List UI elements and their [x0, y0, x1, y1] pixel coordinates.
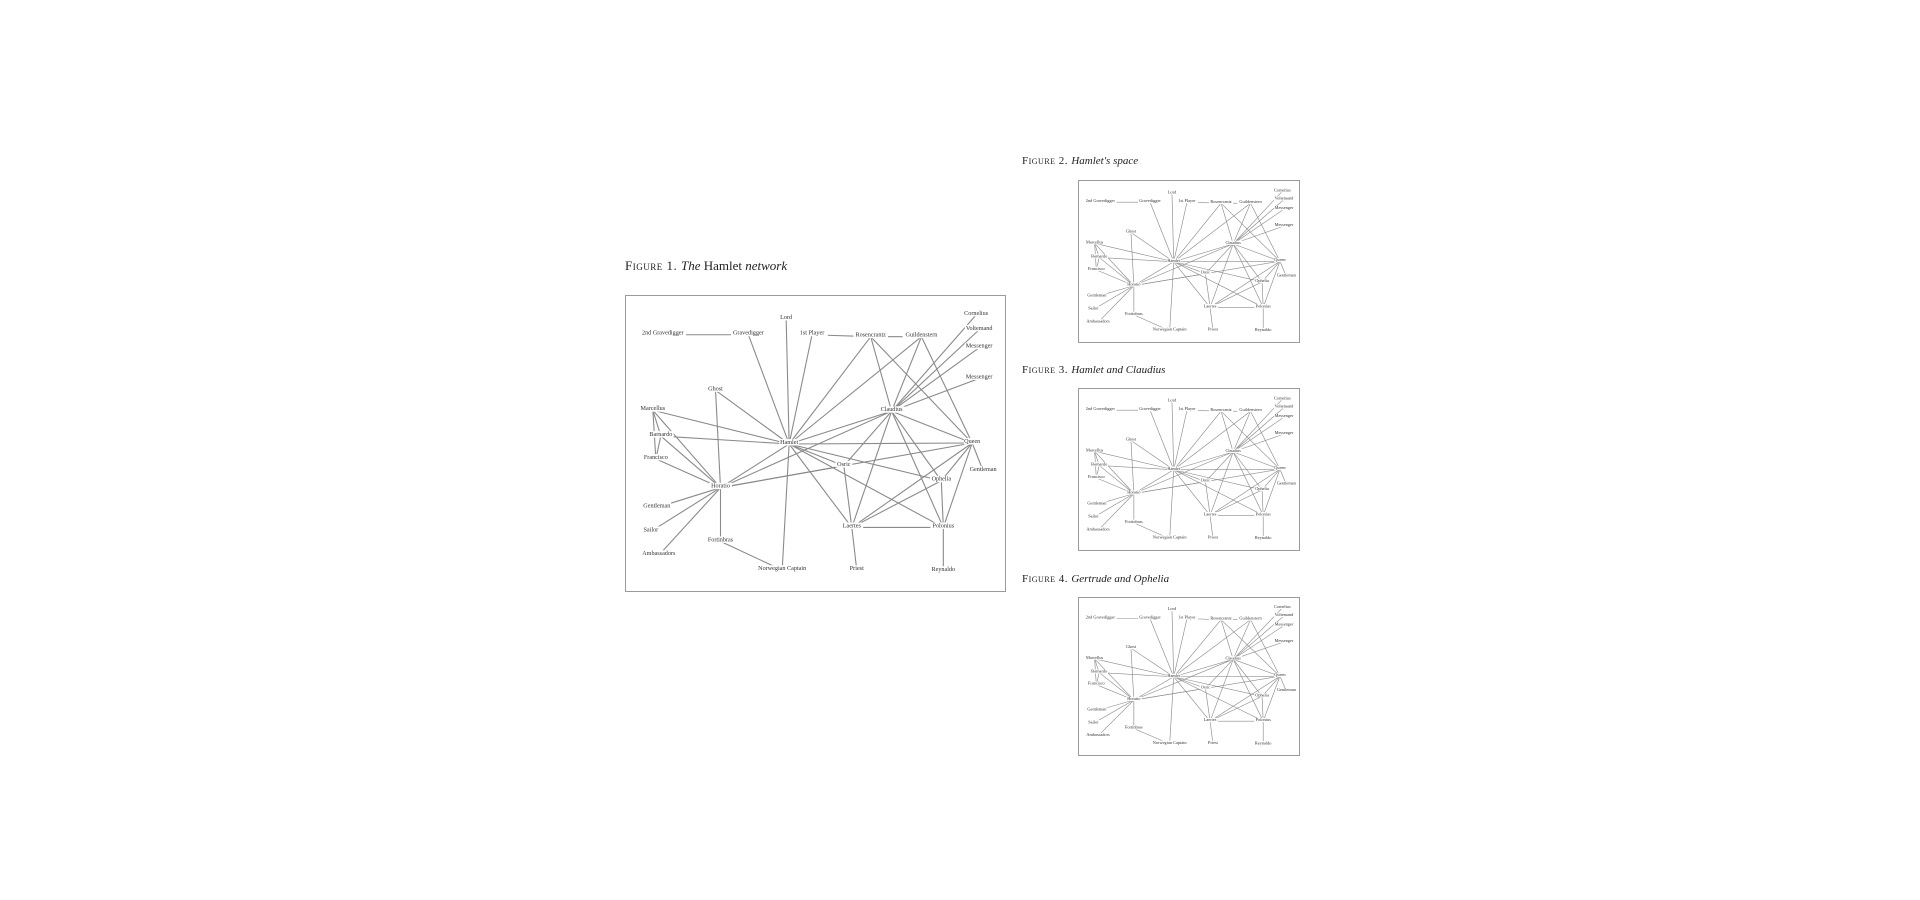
node-voltemand: Voltemand: [1274, 612, 1294, 617]
edge-marcellus-hamlet: [1095, 243, 1174, 261]
node-barnardo: Barnardo: [1091, 668, 1108, 674]
edge-hamlet-norwegian-captain: [1170, 262, 1174, 331]
node-sailor: Sailor: [1088, 719, 1099, 725]
node-guildenstern: Guildenstern: [905, 332, 938, 339]
node-polonius: Polonius: [1255, 303, 1271, 309]
hamlet-network-svg: [626, 296, 1005, 591]
figure-number: Figure 1.: [625, 258, 681, 273]
node-queen: Queen: [1274, 257, 1286, 263]
node-cornelius: Cornelius: [1273, 604, 1291, 609]
node-francisco: Francisco: [643, 454, 668, 461]
figure-number: Figure 4.: [1022, 573, 1072, 585]
hamlet-claudius-svg: [1079, 389, 1299, 550]
node-priest: Priest: [1208, 534, 1218, 540]
node-labels-group: [1084, 395, 1297, 540]
node-fortinbras: Fortinbras: [1124, 311, 1143, 316]
edge-hamlet-claudius: [1174, 452, 1233, 470]
edge-cornelius-claudius: [892, 315, 977, 411]
edge-queen-laertes: [1210, 261, 1280, 307]
node-osric: Osric: [1200, 684, 1211, 690]
edge-marcellus-horatio: [1095, 243, 1134, 285]
node-1st-player: 1st Player: [1178, 198, 1196, 204]
node-ophelia: Ophelia: [1255, 692, 1269, 698]
node-marcellus: Marcellus: [1085, 239, 1104, 245]
figure-title-part: Gertrude and Ophelia: [1071, 573, 1170, 585]
edge-horatio-sailor: [1093, 494, 1133, 518]
node-reynaldo: Reynaldo: [1254, 327, 1272, 333]
edge-osric-horatio: [1134, 688, 1206, 700]
figure-2-caption: [1022, 155, 1138, 167]
edge-guildenstern-queen: [1250, 203, 1279, 261]
node-gentleman2: Gentleman: [1276, 687, 1296, 692]
node-messenger1: Messenger: [1274, 621, 1294, 627]
node-gentleman1: Gentleman: [1087, 500, 1107, 506]
edge-gravedigger-hamlet: [1150, 410, 1174, 470]
node-labels-group: [1084, 604, 1296, 745]
edge-guildenstern-queen: [921, 337, 972, 443]
node-horatio: Horatio: [1127, 696, 1141, 701]
node-messenger1: Messenger: [965, 343, 993, 350]
node-rosencrantz: Rosencrantz: [1210, 407, 1232, 413]
figure-1-caption: [625, 258, 787, 274]
node-messenger2: Messenger: [1274, 638, 1294, 643]
node-lord: Lord: [1167, 397, 1177, 403]
node-lord: Lord: [1167, 189, 1177, 195]
node-horatio: Horatio: [711, 483, 730, 490]
edge-marcellus-horatio: [653, 410, 721, 487]
edge-claudius-horatio: [1134, 452, 1233, 494]
node-ambassadors: Ambassadors: [1086, 526, 1110, 532]
edge-messenger2-claudius: [892, 378, 980, 411]
node-priest: Priest: [1208, 740, 1218, 745]
node-gentleman1: Gentleman: [1087, 292, 1107, 298]
figure-title-part: Hamlet and Claudius: [1071, 364, 1166, 376]
node-norwegian-captain: Norwegian Captain: [758, 566, 807, 573]
node-norwegian-captain: Norwegian Captain: [1152, 740, 1187, 745]
edge-osric-horatio: [1134, 482, 1206, 494]
node-voltemand: Voltemand: [965, 325, 993, 332]
edge-laertes-priest: [852, 527, 857, 570]
figure-2-network-diagram: [1078, 180, 1300, 343]
node-gentleman2: Gentleman: [969, 466, 997, 473]
edge-ghost-hamlet: [716, 390, 790, 444]
node-messenger1: Messenger: [1274, 205, 1294, 211]
edge-queen-laertes: [1210, 469, 1280, 515]
node-horatio: Horatio: [1127, 281, 1141, 287]
node-queen: Queen: [1274, 672, 1286, 678]
node-sailor: Sailor: [643, 527, 659, 534]
node-gravedigger: Gravedigger: [1139, 614, 1161, 620]
node-1st-player: 1st Player: [799, 330, 825, 337]
edges-group: [651, 315, 983, 574]
node-claudius: Claudius: [1225, 240, 1241, 245]
edge-hamlet-claudius: [1174, 244, 1233, 262]
node-labels-group: [1084, 187, 1297, 332]
node-polonius: Polonius: [1255, 717, 1271, 723]
edge-rosencrantz-hamlet: [1174, 411, 1221, 470]
node-ghost: Ghost: [1125, 436, 1137, 442]
node-reynaldo: Reynaldo: [1254, 535, 1272, 541]
node-rosencrantz: Rosencrantz: [1210, 199, 1232, 205]
node-queen: Queen: [964, 439, 981, 446]
edge-claudius-horatio: [1134, 244, 1233, 286]
node-ambassadors: Ambassadors: [1086, 318, 1110, 324]
node-laertes: Laertes: [842, 523, 861, 530]
node-polonius: Polonius: [932, 523, 955, 530]
node-gentleman2: Gentleman: [1276, 272, 1296, 278]
edge-claudius-horatio: [721, 411, 892, 487]
edge-gravedigger-hamlet: [748, 335, 789, 444]
node-reynaldo: Reynaldo: [1254, 740, 1272, 746]
edge-hamlet-norwegian-captain: [1170, 677, 1174, 744]
figure-4-caption: [1022, 573, 1169, 585]
edge-rosencrantz-hamlet: [789, 337, 871, 444]
node-barnardo: Barnardo: [1091, 253, 1108, 259]
node-priest: Priest: [1208, 326, 1218, 332]
node-polonius: Polonius: [1255, 511, 1271, 517]
node-laertes: Laertes: [1203, 717, 1217, 723]
node-laertes: Laertes: [1203, 303, 1217, 309]
node-voltemand: Voltemand: [1274, 403, 1294, 409]
node-1st-player: 1st Player: [1178, 614, 1196, 620]
node-osric: Osric: [837, 461, 851, 468]
node-queen: Queen: [1274, 465, 1286, 471]
figure-title-part: Hamlet: [700, 258, 746, 273]
node-osric: Osric: [1200, 477, 1211, 483]
node-2nd-gravedigger: 2nd Gravedigger: [642, 330, 684, 337]
edge-voltemand-claudius: [892, 330, 980, 411]
node-sailor: Sailor: [1088, 305, 1099, 311]
node-cornelius: Cornelius: [1273, 395, 1291, 401]
node-ambassadors: Ambassadors: [642, 551, 676, 558]
node-guildenstern: Guildenstern: [1239, 199, 1262, 205]
edge-marcellus-horatio: [1095, 451, 1134, 493]
edge-queen-polonius: [1263, 261, 1280, 307]
node-gentleman1: Gentleman: [643, 503, 671, 510]
node-francisco: Francisco: [1087, 266, 1105, 271]
edge-rosencrantz-hamlet: [1174, 203, 1221, 262]
node-guildenstern: Guildenstern: [1239, 407, 1262, 413]
node-lord: Lord: [1167, 606, 1177, 612]
edge-hamlet-claudius: [789, 411, 891, 444]
node-messenger2: Messenger: [1274, 430, 1294, 435]
node-hamlet: Hamlet: [1167, 672, 1181, 678]
edge-gravedigger-hamlet: [1150, 619, 1174, 677]
node-2nd-gravedigger: 2nd Gravedigger: [1085, 406, 1115, 412]
edges-group: [1093, 191, 1286, 331]
node-norwegian-captain: Norwegian Captain: [1152, 534, 1187, 540]
edge-osric-horatio: [1134, 274, 1206, 286]
figure-3-caption: [1022, 364, 1165, 376]
node-fortinbras: Fortinbras: [1124, 724, 1143, 730]
node-cornelius: Cornelius: [1273, 187, 1291, 193]
gertrude-ophelia-svg: [1079, 598, 1299, 755]
node-barnardo: Barnardo: [649, 432, 673, 439]
node-marcellus: Marcellus: [1085, 654, 1104, 660]
edge-barnardo-hamlet: [1099, 673, 1173, 677]
edge-barnardo-horatio: [661, 436, 721, 488]
node-gravedigger: Gravedigger: [1139, 406, 1161, 412]
node-ghost: Ghost: [1125, 644, 1137, 650]
edge-guildenstern-queen: [1250, 620, 1279, 677]
edge-barnardo-hamlet: [1099, 465, 1173, 469]
node-ghost: Ghost: [1125, 228, 1137, 234]
node-messenger2: Messenger: [965, 374, 993, 381]
node-horatio: Horatio: [1127, 489, 1141, 495]
edges-group: [1093, 608, 1286, 744]
node-2nd-gravedigger: 2nd Gravedigger: [1085, 614, 1115, 620]
figure-title-part: network: [745, 258, 788, 273]
figure-number: Figure 3.: [1022, 364, 1072, 376]
node-claudius: Claudius: [1225, 448, 1241, 453]
edge-horatio-sailor: [1093, 700, 1133, 723]
edge-horatio-sailor: [1093, 286, 1133, 310]
figure-3-network-diagram: [1078, 388, 1300, 551]
edge-ophelia-polonius: [941, 481, 943, 528]
edges-group: [1093, 399, 1286, 539]
node-ophelia: Ophelia: [1255, 277, 1269, 283]
node-fortinbras: Fortinbras: [1124, 519, 1143, 524]
figure-number: Figure 2.: [1022, 155, 1072, 167]
figure-1-network-diagram: [625, 295, 1006, 592]
node-1st-player: 1st Player: [1178, 406, 1196, 412]
node-gentleman2: Gentleman: [1276, 480, 1296, 486]
node-marcellus: Marcellus: [640, 406, 666, 413]
node-messenger1: Messenger: [1274, 413, 1294, 419]
node-cornelius: Cornelius: [964, 310, 989, 317]
node-guildenstern: Guildenstern: [1239, 615, 1262, 621]
edge-queen-polonius: [1263, 469, 1280, 515]
node-ophelia: Ophelia: [1255, 485, 1269, 491]
edge-marcellus-horatio: [1095, 659, 1134, 700]
node-sailor: Sailor: [1088, 513, 1099, 519]
edge-barnardo-hamlet: [1099, 257, 1173, 261]
node-hamlet: Hamlet: [1167, 257, 1181, 263]
node-fortinbras: Fortinbras: [707, 537, 734, 544]
edge-lord-hamlet: [1172, 193, 1174, 261]
node-francisco: Francisco: [1087, 680, 1105, 686]
node-claudius: Claudius: [1225, 655, 1241, 661]
edge-hamlet-norwegian-captain: [1170, 470, 1174, 539]
node-ghost: Ghost: [708, 386, 723, 393]
node-laertes: Laertes: [1203, 511, 1217, 517]
node-francisco: Francisco: [1087, 474, 1105, 479]
edge-lord-hamlet: [1172, 610, 1174, 677]
node-osric: Osric: [1200, 269, 1211, 275]
edge-rosencrantz-hamlet: [1174, 620, 1221, 677]
node-ambassadors: Ambassadors: [1086, 732, 1110, 737]
edge-barnardo-hamlet: [661, 436, 789, 444]
node-hamlet: Hamlet: [1167, 465, 1181, 471]
node-hamlet: Hamlet: [780, 439, 799, 446]
node-rosencrantz: Rosencrantz: [855, 332, 886, 339]
edge-queen-polonius: [943, 443, 972, 527]
node-norwegian-captain: Norwegian Captain: [1152, 326, 1187, 332]
node-reynaldo: Reynaldo: [931, 567, 956, 574]
hamlet-space-svg: [1079, 181, 1299, 342]
figure-title-part: The: [680, 258, 701, 273]
edge-queen-laertes: [1210, 676, 1280, 721]
edge-guildenstern-queen: [1250, 411, 1279, 469]
node-gentleman1: Gentleman: [1087, 706, 1107, 712]
edge-marcellus-hamlet: [1095, 451, 1174, 469]
edge-claudius-horatio: [1134, 659, 1233, 700]
node-voltemand: Voltemand: [1274, 195, 1294, 201]
node-lord: Lord: [780, 314, 793, 321]
node-gravedigger: Gravedigger: [732, 330, 764, 337]
edge-queen-polonius: [1263, 676, 1280, 721]
edge-marcellus-hamlet: [1095, 659, 1174, 677]
edge-marcellus-hamlet: [653, 410, 789, 444]
edge-queen-laertes: [852, 443, 972, 530]
node-gravedigger: Gravedigger: [1139, 198, 1161, 204]
edge-hamlet-claudius: [1174, 659, 1233, 676]
node-marcellus: Marcellus: [1085, 447, 1104, 453]
node-barnardo: Barnardo: [1091, 461, 1108, 467]
node-claudius: Claudius: [880, 407, 903, 414]
figure-title-part: Hamlet's space: [1071, 155, 1139, 167]
node-rosencrantz: Rosencrantz: [1210, 615, 1232, 621]
node-messenger2: Messenger: [1274, 222, 1294, 227]
edge-lord-hamlet: [786, 319, 789, 444]
figure-4-network-diagram: [1078, 597, 1300, 756]
node-ophelia: Ophelia: [931, 476, 952, 483]
node-priest: Priest: [849, 566, 864, 573]
edge-osric-horatio: [721, 466, 844, 488]
edge-lord-hamlet: [1172, 401, 1174, 469]
edge-gravedigger-hamlet: [1150, 202, 1174, 262]
node-2nd-gravedigger: 2nd Gravedigger: [1085, 198, 1115, 204]
edge-hamlet-norwegian-captain: [782, 444, 789, 570]
